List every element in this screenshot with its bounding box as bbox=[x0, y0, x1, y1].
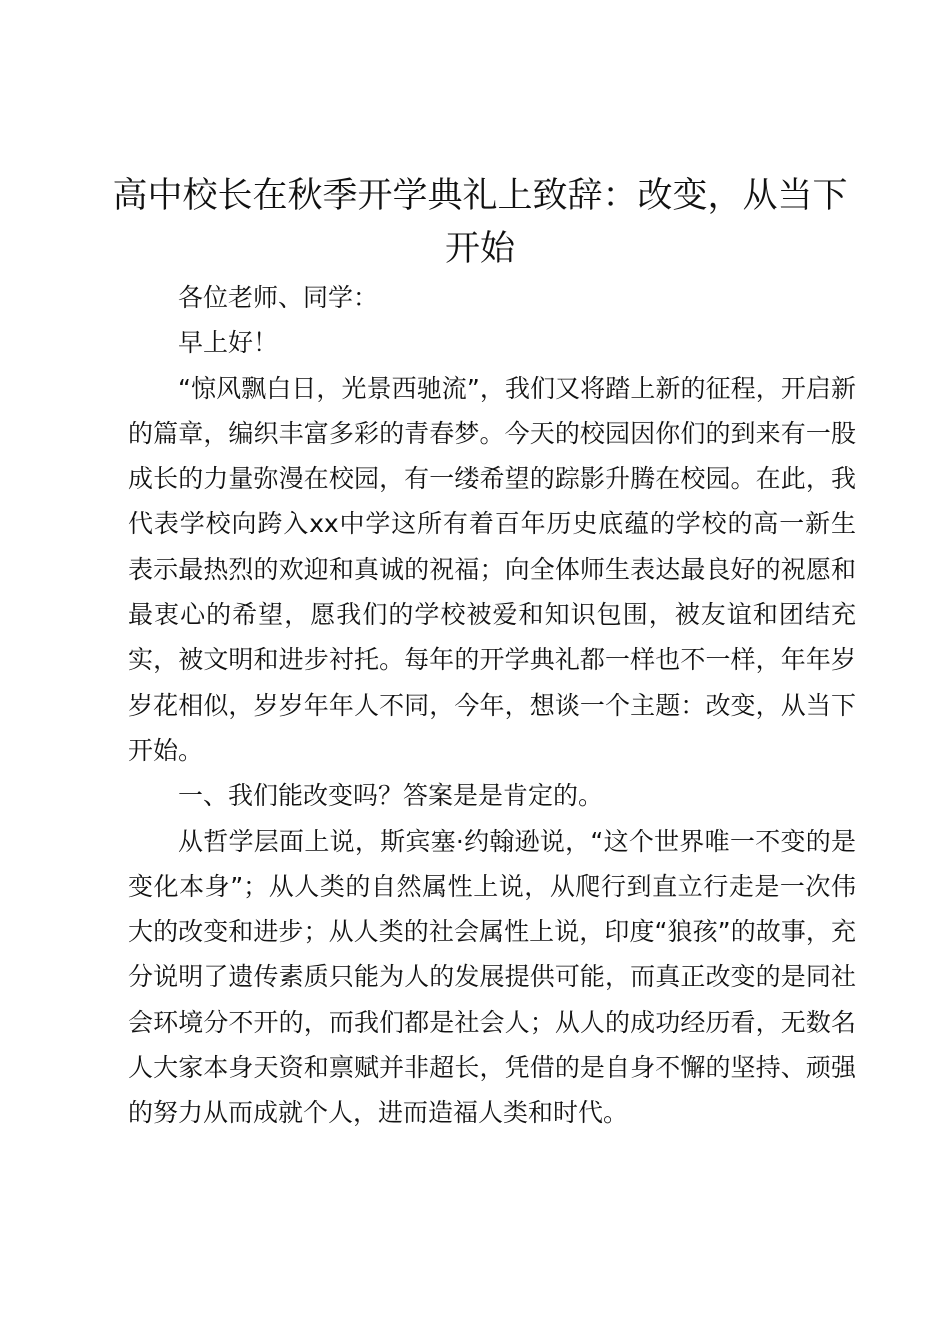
document-body bbox=[128, 275, 856, 1136]
document-title: 高中校长在秋季开学典礼上致辞：改变，从当下开始 bbox=[112, 176, 848, 269]
paragraph-section-1: 从哲学层面上说，斯宾塞·约翰逊说，“这个世界唯一不变的是变化本身”；从人类的自然属性上说，从爬行到直立行走是一次伟大的改变和进步；从人类的社会属性上说，印度“狼孩”的故事，充分说明了遗传素质只能为人的发展提供可能，而真正改变的是同社会环境分不开的，而我们都是社会人；从人的成功经历看，无数名人大家本身天资和禀赋并非超长，凭借的是自身不懈的坚持、顽强的努力从而成就个人，进而造福人类和时代。 bbox=[128, 826, 856, 1128]
greeting: 早上好！ bbox=[178, 328, 279, 358]
salutation: 各位老师、同学： bbox=[178, 283, 379, 312]
section-heading-1: 一、我们能改变吗？答案是是肯定的。 bbox=[178, 781, 604, 811]
paragraph-intro: “惊风飘白日，光景西驰流”，我们又将踏上新的征程，开启新的篇章，编织丰富多彩的青春梦。今天的校园因你们的到来有一股成长的力量弥漫在校园，有一缕希望的踪影升腾在校园。在此，我代表学校向跨入xx中学这所有着百年历史底蕴的学校的高一新生表示最热烈的欢迎和真诚的祝福；向全体师生表达最良好的祝愿和最衷心的希望，愿我们的学校被爱和知识包围，被友谊和团结充实，被文明和进步衬托。每年的开学典礼都一样也不一样，年年岁岁花相似，岁岁年年人不同，今年，想谈一个主题：改变，从当下开始。 bbox=[128, 373, 856, 765]
